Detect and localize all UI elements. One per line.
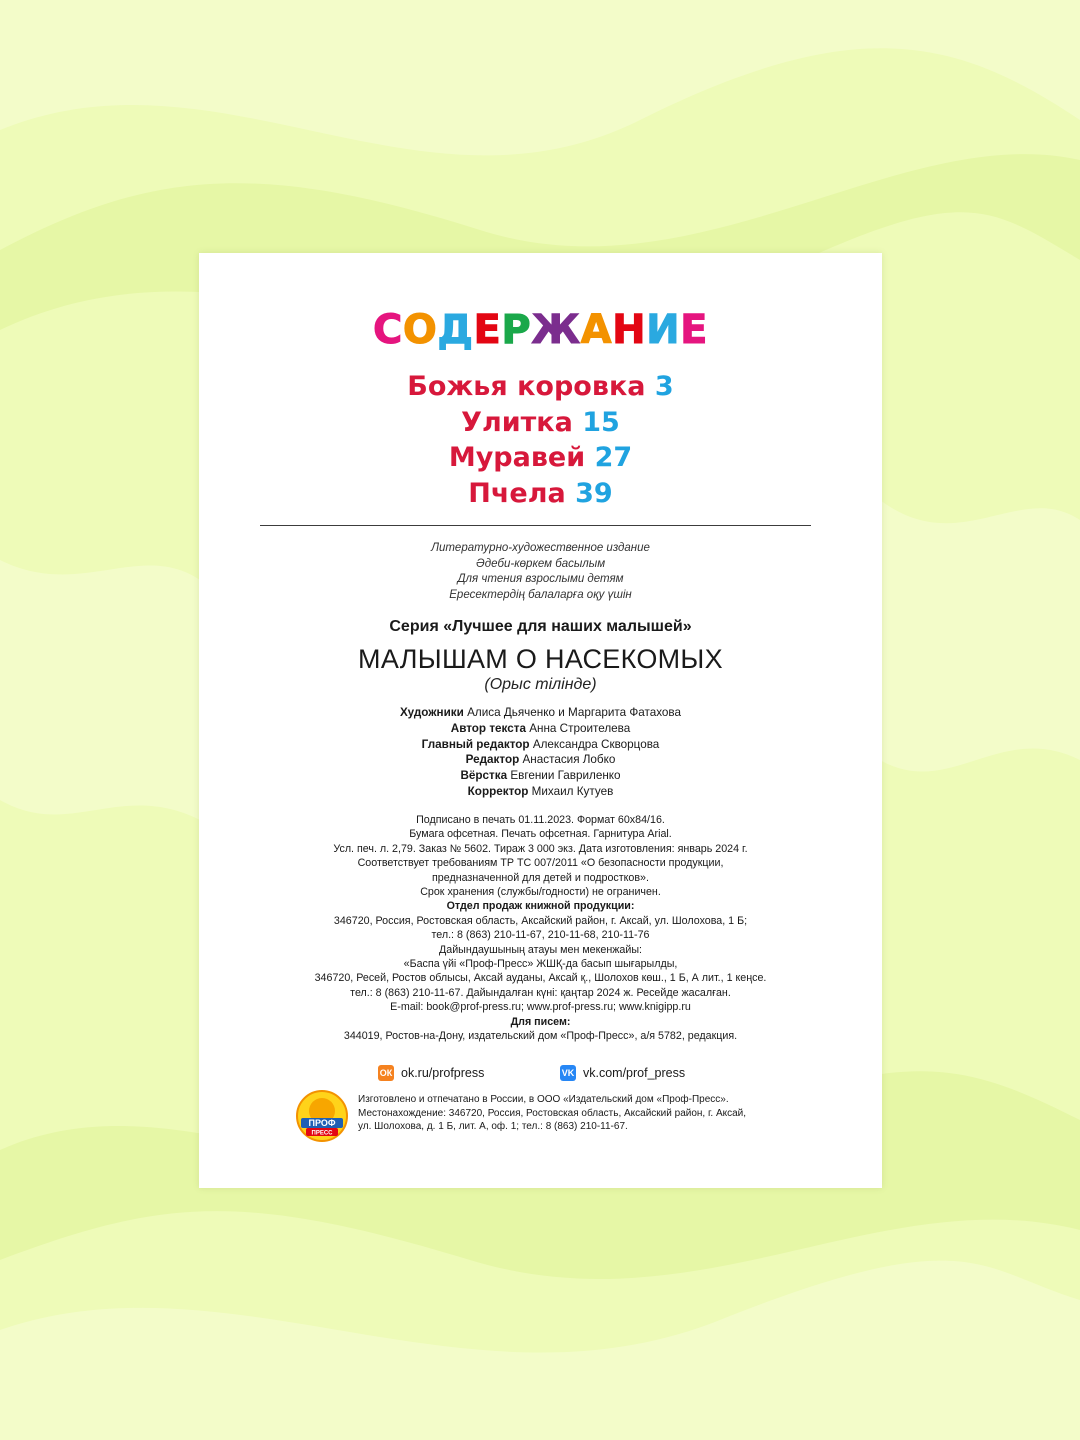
credit-name: Александра Скворцова <box>532 737 660 751</box>
ok-link[interactable] <box>378 1065 484 1081</box>
imprint-line: Соответствует требованиям ТР ТС 007/2011 «О безопасности продукции, <box>357 857 724 870</box>
credit-role: Корректор <box>467 784 529 798</box>
credit-line <box>199 784 882 800</box>
toc-item-title: Улитка <box>461 406 573 438</box>
sales-line: 346720, Россия, Ростовская область, Аксайский район, г. Аксай, ул. Шолохова, 1 Б; <box>333 914 748 927</box>
sales-line: 346720, Ресей, Ростов облысы, Аксай ауданы, Аксай қ., Шолохов көш., 1 Б, А лит., 1 кеңсе. <box>314 972 767 985</box>
sales-line: «Баспа үйі «Проф-Пресс» ЖШҚ-да басып шығарылды, <box>403 958 678 971</box>
footer-line: Изготовлено и отпечатано в России, в ООО «Издательский дом «Проф-Пресс». <box>358 1094 729 1105</box>
letters-heading: Для писем: <box>510 1015 571 1028</box>
vk-link-label: vk.com/prof_press <box>583 1066 686 1080</box>
series-title: Серия «Лучшее для наших малышей» <box>389 618 692 635</box>
divider <box>260 525 811 526</box>
toc-heading-letter: Е <box>680 307 708 353</box>
imprint <box>239 813 842 1044</box>
credit-name: Евгении Гавриленко <box>510 769 621 783</box>
toc-heading-letter: С <box>373 307 403 353</box>
credits <box>199 705 882 800</box>
sales-line: E-mail: book@prof-press.ru; www.prof-press.ru; www.knigipp.ru <box>390 1001 691 1014</box>
toc-item-page: 15 <box>582 406 620 438</box>
imprint-line: Усл. печ. л. 2,79. Заказ № 5602. Тираж 3 000 экз. Дата изготовления: январь 2024 г. <box>333 842 748 855</box>
imprint-line: Срок хранения (службы/годности) не ограничен. <box>420 886 661 899</box>
publisher-logo <box>296 1090 348 1142</box>
credit-line <box>199 721 882 737</box>
imprint-line: Подписано в печать 01.11.2023. Формат 60x84/16. <box>416 814 665 826</box>
sales-line: Дайындаушының атауы мен мекенжайы: <box>439 943 642 956</box>
toc-item-page: 27 <box>594 442 633 474</box>
footer-line: ул. Шолохова, д. 1 Б, лит. А, оф. 1; тел.: 8 (863) 210-11-67. <box>358 1121 628 1133</box>
toc-heading-letter: Е <box>473 307 502 353</box>
credit-role: Автор текста <box>450 721 526 735</box>
toc-heading-letter: Д <box>437 307 474 353</box>
toc-item-title: Муравей <box>448 442 586 474</box>
credit-name: Алиса Дьяченко и Маргарита Фатахова <box>467 706 681 719</box>
book-page <box>199 253 882 1188</box>
book-title: МАЛЫШАМ О НАСЕКОМЫХ <box>358 644 723 674</box>
toc-item <box>199 405 882 441</box>
svg-text:ПРЕСС: ПРЕСС <box>311 1130 333 1137</box>
toc-heading-letter: Ж <box>531 307 581 353</box>
sales-line: тел.: 8 (863) 210-11-67. Дайындалған күні: қаңтар 2024 ж. Ресейде жасалған. <box>350 986 731 999</box>
edition-line: Литературно-художественное издание <box>431 542 650 554</box>
edition-line: Әдеби-көркем басылым <box>475 557 606 570</box>
credit-line <box>199 705 882 721</box>
toc-item-page: 3 <box>654 371 674 402</box>
toc-item-title: Божья коровка <box>407 371 646 402</box>
credit-role: Художники <box>400 706 464 719</box>
toc-item <box>199 369 882 405</box>
toc-item <box>199 476 882 512</box>
sales-heading: Отдел продаж книжной продукции: <box>446 900 635 913</box>
toc-heading-letter: А <box>580 307 613 353</box>
toc-heading-letter: Р <box>501 307 532 353</box>
toc-heading-letter: И <box>646 307 681 353</box>
ok-link-label: ok.ru/profpress <box>401 1066 485 1080</box>
credit-line <box>199 737 882 753</box>
credit-line <box>199 768 882 784</box>
toc-item-page: 39 <box>575 477 613 509</box>
credit-role: Главный редактор <box>421 737 530 751</box>
credit-role: Редактор <box>465 753 520 767</box>
vk-link[interactable] <box>560 1065 685 1081</box>
printer-info <box>358 1093 746 1134</box>
letters-line: 344019, Ростов-на-Дону, издательский дом «Проф-Пресс», а/я 5782, редакция. <box>343 1030 738 1043</box>
toc-item <box>199 440 882 476</box>
vk-icon: VK <box>560 1065 576 1081</box>
edition-line: Для чтения взрослыми детям <box>457 573 624 586</box>
book-language-note: (Орыс тілінде) <box>484 676 597 693</box>
imprint-line: Бумага офсетная. Печать офсетная. Гарнитура Arial. <box>409 828 672 841</box>
edition-info <box>199 541 882 604</box>
edition-line: Ересектердің балаларға оқу үшін <box>449 589 632 602</box>
imprint-line: предназначенной для детей и подростков». <box>432 871 649 884</box>
credit-role: Вёрстка <box>460 769 508 783</box>
footer-line: Местонахождение: 346720, Россия, Ростовская область, Аксайский район, г. Аксай, <box>358 1107 747 1119</box>
svg-text:ПРОФ: ПРОФ <box>308 1118 336 1128</box>
toc-list <box>199 369 882 511</box>
credit-name: Анна Строителева <box>529 721 631 735</box>
toc-heading-letter: Н <box>612 307 647 353</box>
odnoklassniki-icon: ОК <box>378 1065 394 1081</box>
social-links <box>199 1065 882 1083</box>
toc-item-title: Пчела <box>468 477 566 509</box>
credit-name: Михаил Кутуев <box>531 784 614 798</box>
toc-heading <box>199 305 882 355</box>
credit-line <box>199 752 882 768</box>
credit-name: Анастасия Лобко <box>522 753 616 767</box>
toc-heading-letter: О <box>402 307 438 353</box>
sales-line: тел.: 8 (863) 210-11-67, 210-11-68, 210-11-76 <box>431 929 650 942</box>
